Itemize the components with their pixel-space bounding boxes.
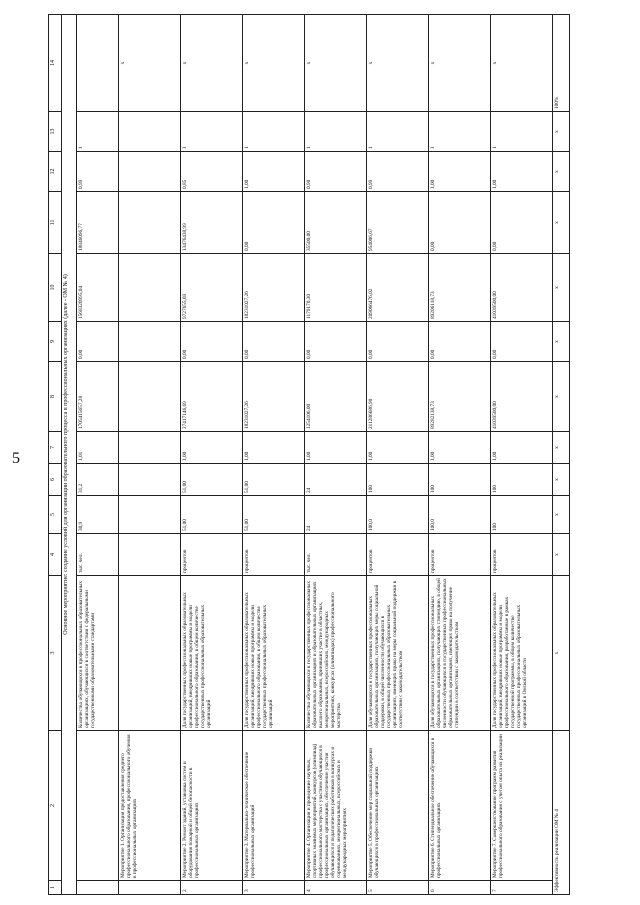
balance-cell: 0,00 <box>491 192 553 254</box>
ratio-cell: 1 <box>77 112 119 152</box>
header-cell: 7 <box>49 432 62 464</box>
x-mark-cell: х <box>553 534 570 576</box>
ratio-cell: 1,00 <box>243 152 305 192</box>
indicator-name: Количество обучающихся в профессиональных образовательных организациях, обучающихся в соответствии с федеральными государственными образовательными стандартами <box>77 576 119 731</box>
actual-value: 100 <box>367 464 429 496</box>
header-cell: 8 <box>49 362 62 432</box>
indicators-table <box>48 14 570 895</box>
achievement-ratio: 1,00 <box>305 432 367 464</box>
measure-name: Мероприятие 4. Организация и проведение научных, спортивных значимых мероприятий, конкурсов (олимпиад) профессионального мастерства с участием обучающихся в профессиональных организациях, обеспечение участия обучающихся и педагогических работников в конкурсах и соревнованиях, межрегиональных, всероссийских и международных мероприятиях <box>305 731 367 881</box>
header-cell: 3 <box>49 576 62 731</box>
achievement-ratio <box>119 432 181 464</box>
spent-funding: 89206118,73 <box>429 254 491 322</box>
ratio-cell: 0,90 <box>305 152 367 192</box>
x-mark-cell: х <box>553 576 570 731</box>
funding-cell: 0,00 <box>367 322 429 362</box>
result-cell: х <box>119 15 181 112</box>
unit-cell: тыс. чел. <box>77 534 119 576</box>
planned-funding: 41039500,00 <box>491 362 553 432</box>
ratio-cell: 1 <box>491 112 553 152</box>
indicator-name: Доля обучающихся в государственных профессиональных образовательных организациях, получающих стипендию, в общей численности обучающихся в государственных профессиональных образовательных организациях, имеющих право на получение стипендии в соответствии с законодательством <box>429 576 491 731</box>
indicator-name: Доля обучающихся в государственных профессиональных образовательных организациях, получающих меры социальной поддержки, в общей численности обучающихся в государственных профессиональных образовательных организациях, имеющих право на меры социальной поддержки в соответствии с законодательством <box>367 576 429 731</box>
ratio-cell: 1 <box>367 112 429 152</box>
funding-cell: 0,00 <box>77 322 119 362</box>
actual-value: 100 <box>491 464 553 496</box>
measure-name <box>77 731 119 881</box>
ratio-cell: 0,85 <box>181 152 243 192</box>
unit-cell: тыс. чел. <box>305 534 367 576</box>
header-cell: 1 <box>49 881 62 895</box>
result-cell: х <box>429 15 491 112</box>
result-cell: х <box>305 15 367 112</box>
balance-cell: 13476438,99 <box>181 192 243 254</box>
result-cell: х <box>491 15 553 112</box>
funding-cell: 0,00 <box>491 322 553 362</box>
x-mark-cell: х <box>553 254 570 322</box>
ratio-cell: 1 <box>243 112 305 152</box>
unit-cell: процентов <box>491 534 553 576</box>
spent-funding: 9727655,69 <box>181 254 243 322</box>
achievement-ratio: 1,00 <box>181 432 243 464</box>
header-cell: 11 <box>49 192 62 254</box>
page-number: 5 <box>12 450 20 467</box>
header-cell: 9 <box>49 322 62 362</box>
section-title-row <box>62 15 77 895</box>
table-row <box>243 15 305 895</box>
row-number: 4 <box>305 881 367 895</box>
planned-value: 30,9 <box>77 496 119 534</box>
planned-value: 51,00 <box>181 496 243 534</box>
planned-value: 100,0 <box>429 496 491 534</box>
x-mark-cell: х <box>553 152 570 192</box>
row-number <box>119 881 181 895</box>
indicator-name <box>119 576 181 731</box>
x-mark-cell: х <box>553 192 570 254</box>
indicator-name: Доля государственных профессиональных образовательных организаций, внедривших новые программы и модели профессионального образования, разработанные в рамках государственной программы, в общем количестве государственных профессиональных образовательных организаций в Омской области <box>491 576 553 731</box>
planned-funding: 89282138,73 <box>429 362 491 432</box>
result-cell: х <box>181 15 243 112</box>
header-cell: 5 <box>49 496 62 534</box>
unit-cell <box>119 534 181 576</box>
spent-funding <box>119 254 181 322</box>
actual-value: 100 <box>429 464 491 496</box>
x-mark-cell: х <box>553 464 570 496</box>
table-row <box>77 15 119 895</box>
actual-value <box>119 464 181 496</box>
measure-name: Мероприятие 5. Обеспечение мер социальной поддержки обучающихся в профессиональных организациях <box>367 731 429 881</box>
table-row <box>491 15 553 895</box>
row-number: 7 <box>491 881 553 895</box>
measure-name: Мероприятие 7. Совершенствование программ развития профессионального образования с учетом опыта их реализации <box>491 731 553 881</box>
balance-cell: 0,00 <box>243 192 305 254</box>
spent-funding: 41039500,00 <box>491 254 553 322</box>
achievement-ratio: 1,01 <box>77 432 119 464</box>
measure-name: Мероприятие 3. Материально-техническое обеспечение профессиональных организаций <box>243 731 305 881</box>
balance-cell: 0,00 <box>429 192 491 254</box>
planned-funding <box>119 362 181 432</box>
planned-funding: 211286686,90 <box>367 362 429 432</box>
indicator-name: Количество обучающихся в государственных профессиональных образовательных организациях и образовательных организациях высшего образования, принявших участие в областных, межрегиональных, всероссийских, международных мероприятиях, конкурсах (олимпиадах) профессионального мастерства <box>305 576 367 731</box>
planned-funding: 27417146,69 <box>181 362 243 432</box>
achievement-ratio: 1,00 <box>367 432 429 464</box>
actual-value: 51,00 <box>243 464 305 496</box>
balance-cell: 35500,00 <box>305 192 367 254</box>
table-body <box>77 15 553 895</box>
result-cell: х <box>367 15 429 112</box>
funding-cell <box>119 322 181 362</box>
ratio-cell: 1 <box>429 112 491 152</box>
ratio-cell: 0,99 <box>77 152 119 192</box>
header-cell: 12 <box>49 152 62 192</box>
balance-cell: 18846096,77 <box>77 192 119 254</box>
section-title: Основное мероприятие: создание условий для организации образовательного процесса в профессиональных организациях (далее - ОМ № 4) <box>62 15 77 895</box>
planned-value: 24 <box>305 496 367 534</box>
ratio-cell: 1 <box>181 112 243 152</box>
balance-cell: 954006,67 <box>367 192 429 254</box>
ratio-cell: 0,99 <box>367 152 429 192</box>
result-cell: х <box>243 15 305 112</box>
x-mark-cell: х <box>553 112 570 152</box>
funding-cell: 0,00 <box>305 322 367 362</box>
planned-funding: 1254106,00 <box>305 362 367 432</box>
x-mark-cell: х <box>553 432 570 464</box>
indicator-name: Доля государственных профессиональных образовательных организаций, внедривших новые программы и модели профессионального образования, в общем количестве государственных профессиональных образовательных организаций <box>243 576 305 731</box>
x-mark-cell: х <box>553 496 570 534</box>
ratio-cell: 1 <box>305 112 367 152</box>
unit-cell: процентов <box>367 534 429 576</box>
measure-name: Мероприятие 6. Стипендиальное обеспечение обучающихся в профессиональных организациях <box>429 731 491 881</box>
header-cell: 4 <box>49 534 62 576</box>
table-row <box>181 15 243 895</box>
spent-funding: 209066476,02 <box>367 254 429 322</box>
table-row <box>119 15 181 895</box>
ratio-cell <box>119 112 181 152</box>
planned-value: 100 <box>491 496 553 534</box>
result-cell <box>77 15 119 112</box>
achievement-ratio: 1,00 <box>243 432 305 464</box>
spent-funding: 1179170,30 <box>305 254 367 322</box>
table-row <box>367 15 429 895</box>
planned-funding: 18231027,26 <box>243 362 305 432</box>
ratio-cell: 1,00 <box>491 152 553 192</box>
achievement-ratio: 1,00 <box>491 432 553 464</box>
funding-cell: 0,00 <box>243 322 305 362</box>
measure-name: Мероприятие 2. Ремонт зданий, установка систем и оборудования пожарной и общей безопасности в профессиональных организациях <box>181 731 243 881</box>
funding-cell: 0,00 <box>181 322 243 362</box>
balance-cell <box>119 192 181 254</box>
row-number <box>77 881 119 895</box>
header-cell: 6 <box>49 464 62 496</box>
indicator-name: Доля государственных профессиональных образовательных организаций, внедривших новые программы и модели профессионального образования, в общем количестве государственных профессиональных образовательных организаций <box>181 576 243 731</box>
table-row <box>429 15 491 895</box>
ratio-cell <box>119 152 181 192</box>
spent-funding: 1568320995,04 <box>77 254 119 322</box>
row-number: 2 <box>181 881 243 895</box>
header-cell: 2 <box>49 731 62 881</box>
planned-value: 51,00 <box>243 496 305 534</box>
actual-value: 24 <box>305 464 367 496</box>
efficiency-row <box>553 15 570 895</box>
efficiency-label: Эффективность реализации ОМ № 4 <box>553 731 570 895</box>
rotated-table-container <box>48 15 608 895</box>
actual-value: 31,2 <box>77 464 119 496</box>
header-row <box>49 15 62 895</box>
ratio-cell: 1,00 <box>429 152 491 192</box>
planned-value <box>119 496 181 534</box>
x-mark-cell: х <box>553 362 570 432</box>
unit-cell: процентов <box>181 534 243 576</box>
unit-cell: процентов <box>243 534 305 576</box>
achievement-ratio: 1,00 <box>429 432 491 464</box>
measure-name: Мероприятие 1. Организация предоставления среднего профессионального образования, профессионального обучения в профессиональных организациях <box>119 731 181 881</box>
header-cell: 10 <box>49 254 62 322</box>
header-cell: 14 <box>49 15 62 112</box>
header-cell: 13 <box>49 112 62 152</box>
planned-funding: 1705415657,28 <box>77 362 119 432</box>
table-row <box>305 15 367 895</box>
efficiency-value: 100% <box>553 15 570 112</box>
spent-funding: 18231027,26 <box>243 254 305 322</box>
unit-cell: процентов <box>429 534 491 576</box>
planned-value: 100,0 <box>367 496 429 534</box>
funding-cell: 0,00 <box>429 322 491 362</box>
row-number: 6 <box>429 881 491 895</box>
row-number: 3 <box>243 881 305 895</box>
row-number: 5 <box>367 881 429 895</box>
x-mark-cell: х <box>553 322 570 362</box>
actual-value: 51,00 <box>181 464 243 496</box>
